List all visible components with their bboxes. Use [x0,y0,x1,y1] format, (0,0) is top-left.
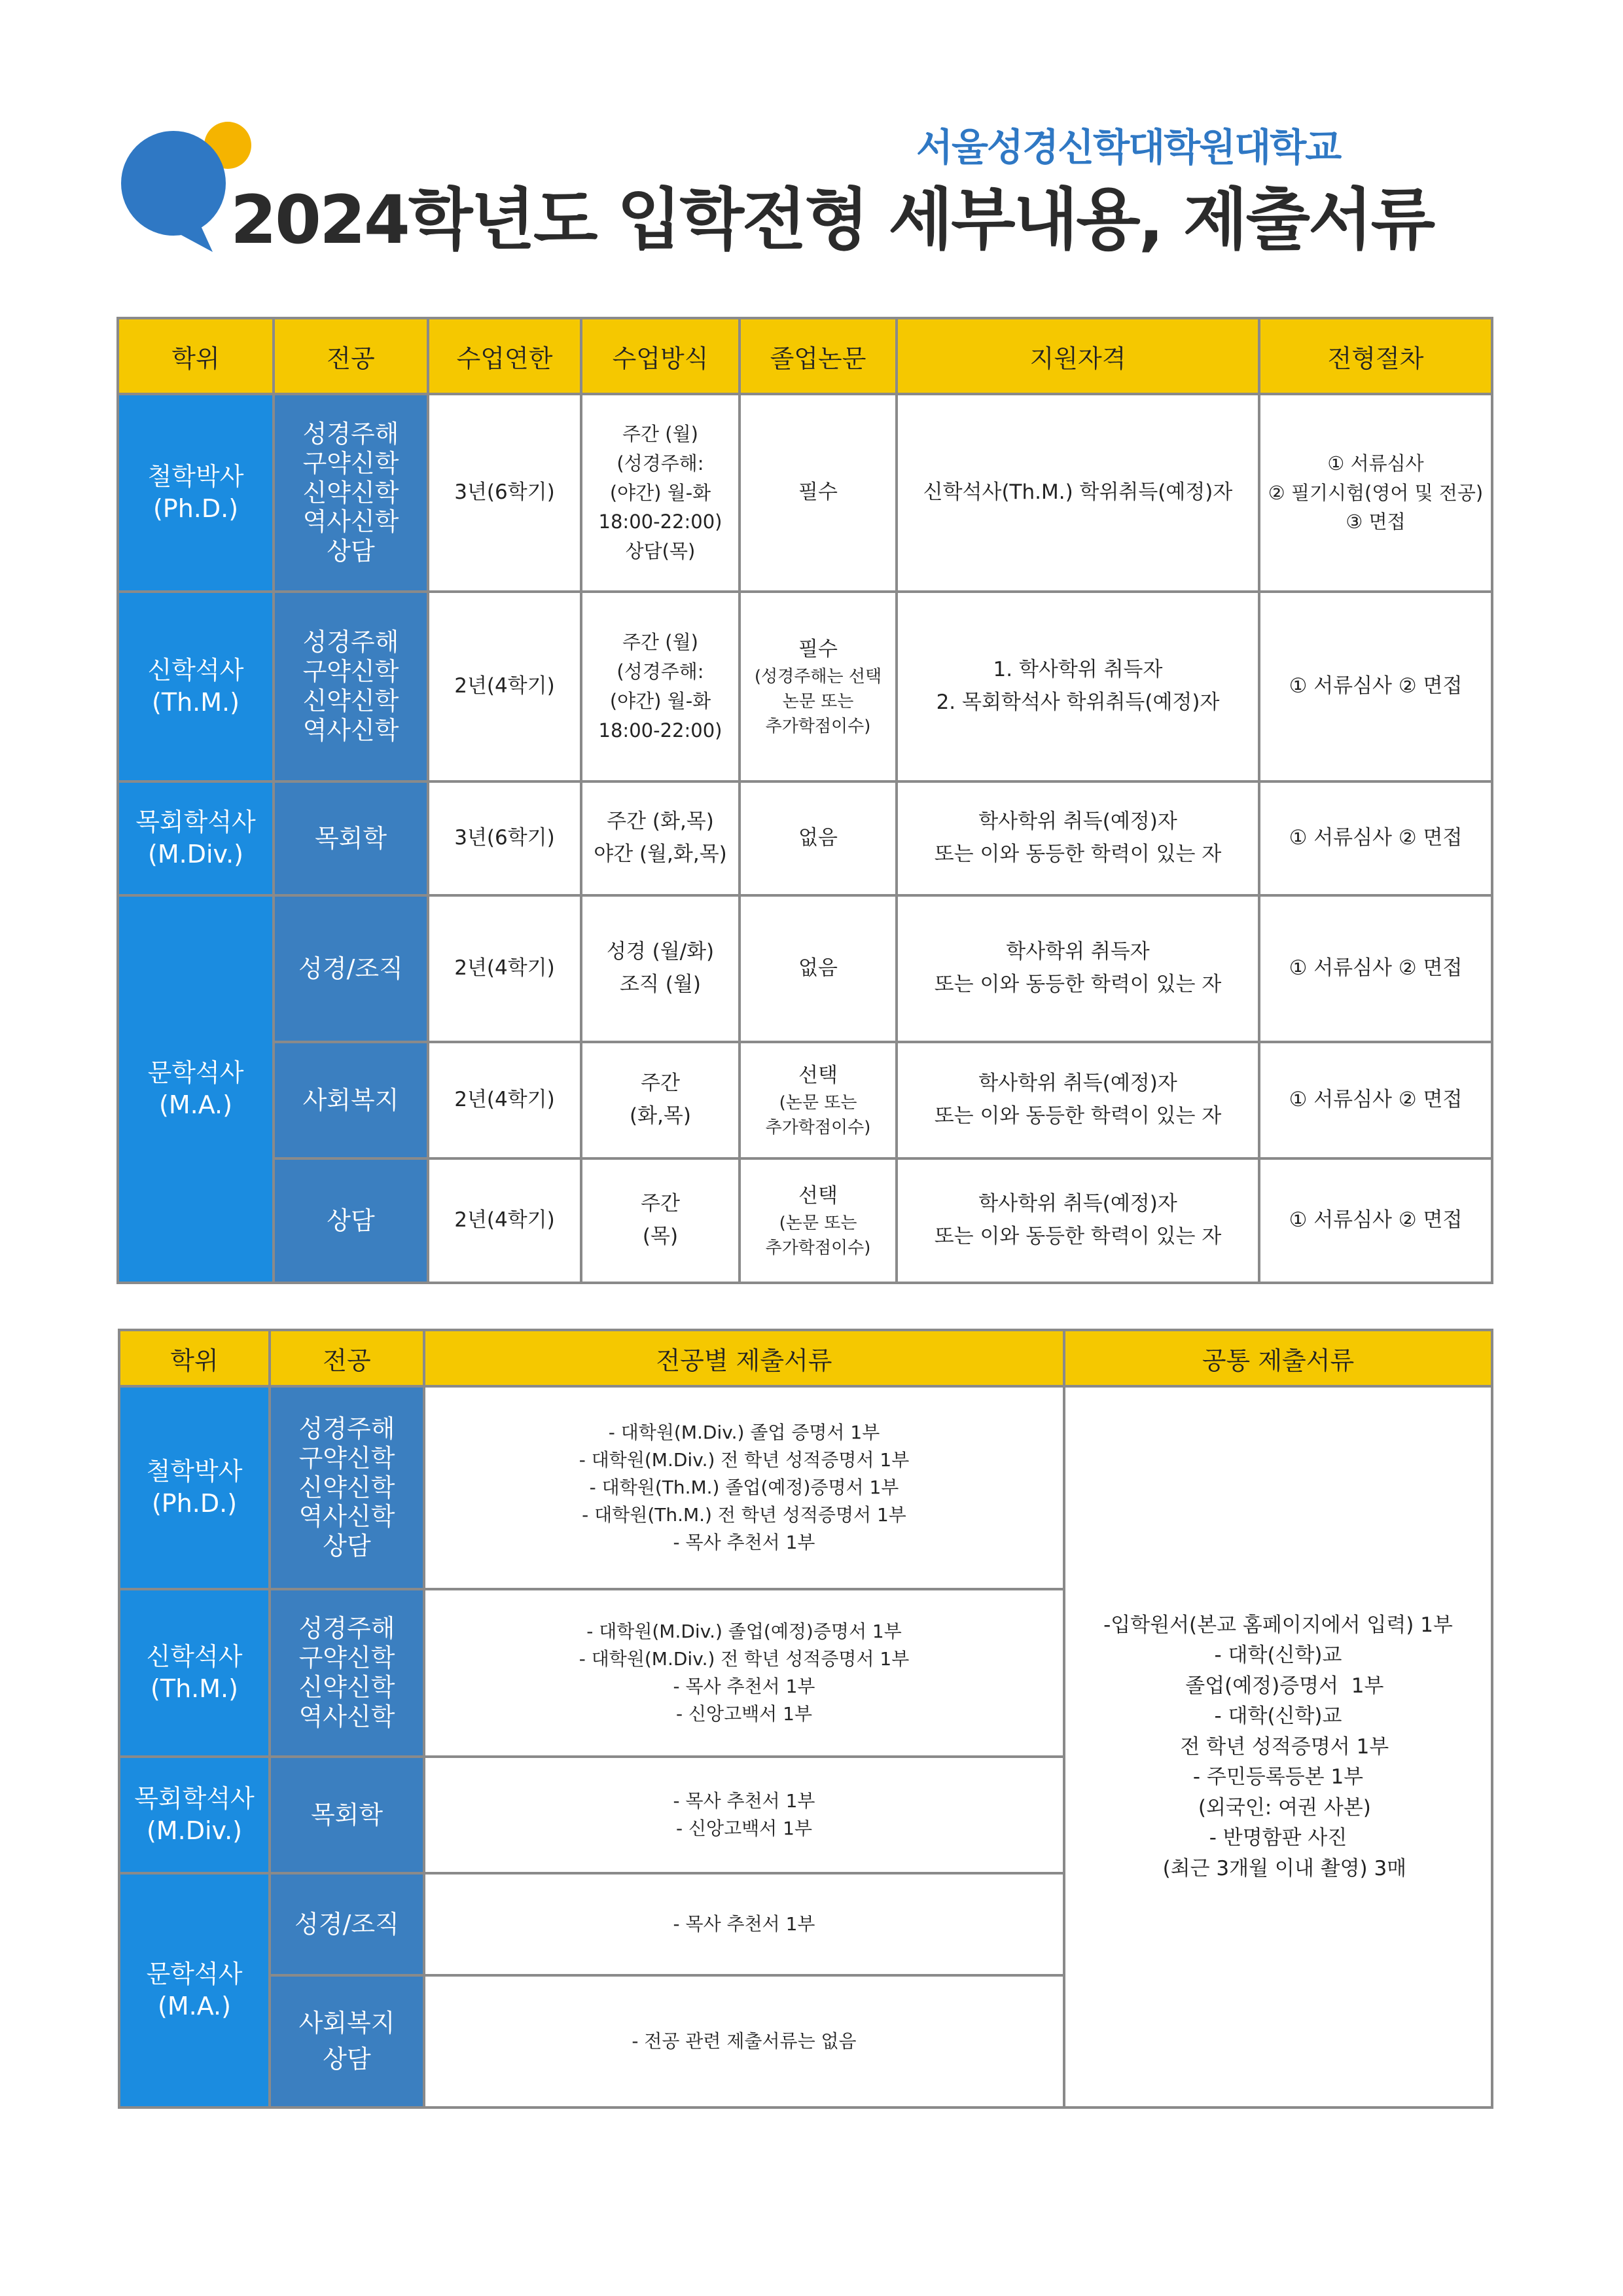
thesis-line: 논문 또는 [782,692,854,712]
major-item: 구약신학 [302,448,399,478]
major-item: 역사신학 [298,1502,395,1532]
duration-cell: 2년(4학기) [428,592,581,781]
university-name: 서울성경신학대학원대학교 [916,125,1341,170]
major-item: 성경주해 [302,419,399,448]
doc-item: - 대학원(Th.M.) 졸업(예정)증명서 1부 [589,1477,899,1498]
header-duration: 수업연한 [428,318,581,394]
degree-cell [119,1873,270,2108]
duration-cell: 2년(4학기) [428,1042,581,1158]
qualification-cell [897,1158,1259,1283]
class-type-cell [581,592,740,781]
degree-cell [118,394,274,592]
major-item: 구약신학 [298,1443,395,1473]
degree-abbr: (M.Div.) [147,1816,242,1845]
method-line: 주간 [641,1192,680,1216]
doc-item: - 목사 추천서 1부 [673,1790,815,1812]
duration-cell: 3년(6학기) [428,781,581,895]
common-doc-line: - 대학(신학)교 [1214,1643,1342,1668]
thesis-cell [740,1042,897,1158]
method-line: (목) [642,1225,679,1248]
thesis-cell [740,592,897,781]
doc-item: - 목사 추천서 1부 [673,1532,815,1553]
qualification-line: 학사학위 취득(예정)자 [978,1071,1177,1096]
qualification-line: 또는 이와 동등한 학력이 있는 자 [934,842,1222,866]
qualification-line: 학사학위 취득자 [1006,940,1150,964]
method-line: 조직 (월) [620,973,701,996]
table-row-ma-bible [118,895,1492,1042]
degree-abbr: (M.A.) [158,1992,231,2020]
degree-cell [118,592,274,781]
procedure-cell: ① 서류심사 ② 면접 [1259,592,1492,781]
thesis-cell: 없음 [740,895,897,1042]
doc-item: - 신앙고백서 1부 [675,1818,812,1839]
thesis-line: 선택 [798,1064,838,1088]
doc-item: - 대학원(M.Div.) 졸업(예정)증명서 1부 [586,1621,902,1642]
major-item: 성경주해 [298,1614,395,1643]
qualification-line: 학사학위 취득(예정)자 [978,1192,1177,1216]
thesis-line: (논문 또는 [779,1093,857,1113]
major-docs-cell [424,1386,1064,1589]
doc-item: - 대학원(Th.M.) 전 학년 성적증명서 1부 [582,1504,906,1526]
table-row-ma-social [118,1042,1492,1158]
major-cell: 목회학 [270,1757,424,1873]
procedure-cell: ① 서류심사 ② 면접 [1259,781,1492,895]
common-doc-line: - 반명함판 사진 [1209,1826,1347,1850]
table-row-mdiv [118,781,1492,895]
method-line: 18:00-22:00) [598,511,722,533]
degree-name: 신학석사 [146,1641,243,1671]
doc-item: - 대학원(M.Div.) 전 학년 성적증명서 1부 [579,1648,910,1670]
degree-abbr: (M.Div.) [148,840,243,869]
major-item: 상담 [327,537,375,566]
method-line: 주간 [641,1071,680,1096]
major-item: 구약신학 [302,657,399,687]
major-cell: 상담 [274,1158,428,1283]
class-type-cell [581,781,740,895]
table2-header-row [119,1330,1492,1386]
degree-name: 목회학석사 [134,1784,255,1813]
major-item: 상담 [323,1532,371,1561]
doc-item: - 대학원(M.Div.) 졸업 증명서 1부 [608,1422,880,1443]
major-item: 성경주해 [298,1414,395,1443]
qualification-line: 또는 이와 동등한 학력이 있는 자 [934,1225,1222,1248]
method-line: 주간 (월) [622,422,698,445]
major-item: 신약신학 [298,1473,395,1502]
qualification-cell [897,781,1259,895]
major-cell [270,1975,424,2108]
method-line: (성경주해: [616,660,704,683]
degree-abbr: (M.A.) [159,1090,232,1119]
degree-name: 신학석사 [147,655,244,685]
header-qualification: 지원자격 [897,318,1259,394]
thesis-line: 선택 [798,1184,838,1208]
degree-name: 철학박사 [147,461,244,491]
degree-cell [119,1589,270,1757]
doc-item: - 신앙고백서 1부 [675,1703,812,1725]
qualification-line: 2. 목회학석사 학위취득(예정)자 [936,691,1220,714]
degree-abbr: (Ph.D.) [152,494,239,523]
procedure-cell [1259,394,1492,592]
major-cell [274,592,428,781]
doc-item: - 목사 추천서 1부 [673,1676,815,1697]
procedure-cell: ① 서류심사 ② 면접 [1259,1158,1492,1283]
major-cell [270,1589,424,1757]
degree-name: 문학석사 [146,1959,243,1988]
degree-name: 철학박사 [146,1456,243,1486]
class-type-cell [581,1042,740,1158]
procedure-line: ③ 면접 [1346,511,1406,533]
major-cell: 성경/조직 [270,1873,424,1975]
common-doc-line: 졸업(예정)증명서 1부 [1172,1674,1384,1698]
header-class-type: 수업방식 [581,318,740,394]
thesis-cell: 없음 [740,781,897,895]
method-line: 야간 (월,화,목) [594,842,727,866]
header-procedure: 전형절차 [1259,318,1492,394]
degree-abbr: (Th.M.) [151,1674,238,1703]
table-row-thm [118,592,1492,781]
method-line: 18:00-22:00) [598,719,722,742]
degree-cell [118,895,274,1283]
required-documents-table [118,1329,1493,2109]
major-cell: 목회학 [274,781,428,895]
major-item: 신약신학 [302,478,399,507]
common-doc-line: -입학원서(본교 홈페이지에서 입력) 1부 [1103,1613,1453,1637]
method-line: 주간 (월) [622,631,698,654]
major-item: 신약신학 [298,1673,395,1702]
major-item: 신약신학 [302,687,399,715]
header-thesis: 졸업논문 [740,318,897,394]
qualification-line: 또는 이와 동등한 학력이 있는 자 [934,1104,1222,1128]
method-line: (야간) 월-화 [609,481,711,504]
degree-name: 문학석사 [147,1058,244,1087]
thesis-line: 추가학점이수) [765,1238,871,1259]
major-cell [270,1386,424,1589]
thesis-line: (논문 또는 [779,1213,857,1234]
common-docs-cell [1064,1386,1492,2108]
header-major: 전공 [270,1330,424,1386]
major-docs-cell [424,1757,1064,1873]
major-item: 상담 [323,2045,371,2073]
qualification-cell [897,592,1259,781]
common-doc-line: (외국인: 여권 사본) [1185,1795,1371,1820]
major-item: 역사신학 [298,1702,395,1731]
thesis-line: 추가학점이수) [765,716,871,736]
table-row-phd [119,1386,1492,1589]
thesis-line: 필수 [798,637,838,662]
procedure-cell: ① 서류심사 ② 면접 [1259,1042,1492,1158]
qualification-line: 1. 학사학위 취득자 [993,658,1163,682]
procedure-cell: ① 서류심사 ② 면접 [1259,895,1492,1042]
thesis-line: 추가학점이수) [765,1118,871,1138]
method-line: (성경주해: [616,452,704,475]
major-item: 역사신학 [302,507,399,537]
method-line: 성경 (월/화) [606,940,715,964]
table-row-phd [118,394,1492,592]
degree-cell [118,781,274,895]
common-doc-line: - 대학(신학)교 [1214,1704,1342,1729]
degree-cell [119,1386,270,1589]
common-doc-line: (최근 3개월 이내 촬영) 3매 [1149,1856,1407,1880]
thesis-line: (성경주해는 선택 [754,667,882,687]
header-major: 전공 [274,318,428,394]
major-item: 성경주해 [302,628,399,657]
major-cell: 성경/조직 [274,895,428,1042]
major-item: 구약신학 [298,1643,395,1673]
common-doc-line: - 주민등록등본 1부 [1192,1765,1364,1789]
degree-abbr: (Ph.D.) [151,1489,238,1518]
qualification-line: 학사학위 취득(예정)자 [978,810,1177,834]
thesis-cell: 필수 [740,394,897,592]
duration-cell: 2년(4학기) [428,895,581,1042]
major-item: 역사신학 [302,715,399,745]
method-line: (야간) 월-화 [609,690,711,712]
doc-item: - 대학원(M.Div.) 전 학년 성적증명서 1부 [579,1449,910,1471]
thesis-cell [740,1158,897,1283]
degree-cell [119,1757,270,1873]
major-docs-cell [424,1589,1064,1757]
qualification-line: 또는 이와 동등한 학력이 있는 자 [934,973,1222,996]
major-docs-cell: - 목사 추천서 1부 [424,1873,1064,1975]
method-line: (화,목) [630,1104,691,1128]
header-common-docs: 공통 제출서류 [1064,1330,1492,1386]
qualification-cell: 신학석사(Th.M.) 학위취득(예정)자 [897,394,1259,592]
procedure-line: ① 서류심사 [1327,452,1424,475]
duration-cell: 3년(6학기) [428,394,581,592]
major-docs-cell: - 전공 관련 제출서류는 없음 [424,1975,1064,2108]
qualification-cell [897,895,1259,1042]
degree-abbr: (Th.M.) [152,688,240,717]
degree-name: 목회학석사 [135,807,256,836]
header-major-docs: 전공별 제출서류 [424,1330,1064,1386]
qualification-cell [897,1042,1259,1158]
class-type-cell [581,394,740,592]
duration-cell: 2년(4학기) [428,1158,581,1283]
method-line: 상담(목) [625,540,696,563]
method-line: 주간 (화,목) [607,810,714,834]
header-degree: 학위 [118,318,274,394]
major-cell [274,394,428,592]
class-type-cell [581,895,740,1042]
header-degree: 학위 [119,1330,270,1386]
procedure-line: ② 필기시험(영어 및 전공) [1268,481,1484,504]
table1-header-row [118,318,1492,394]
class-type-cell [581,1158,740,1283]
page-title: 2024학년도 입학전형 세부내용, 제출서류 [230,181,1434,259]
table-row-ma-counseling [118,1158,1492,1283]
admission-details-table [116,317,1493,1284]
major-item: 사회복지 [298,2008,395,2037]
common-doc-line: 전 학년 성적증명서 1부 [1167,1734,1389,1759]
major-cell: 사회복지 [274,1042,428,1158]
